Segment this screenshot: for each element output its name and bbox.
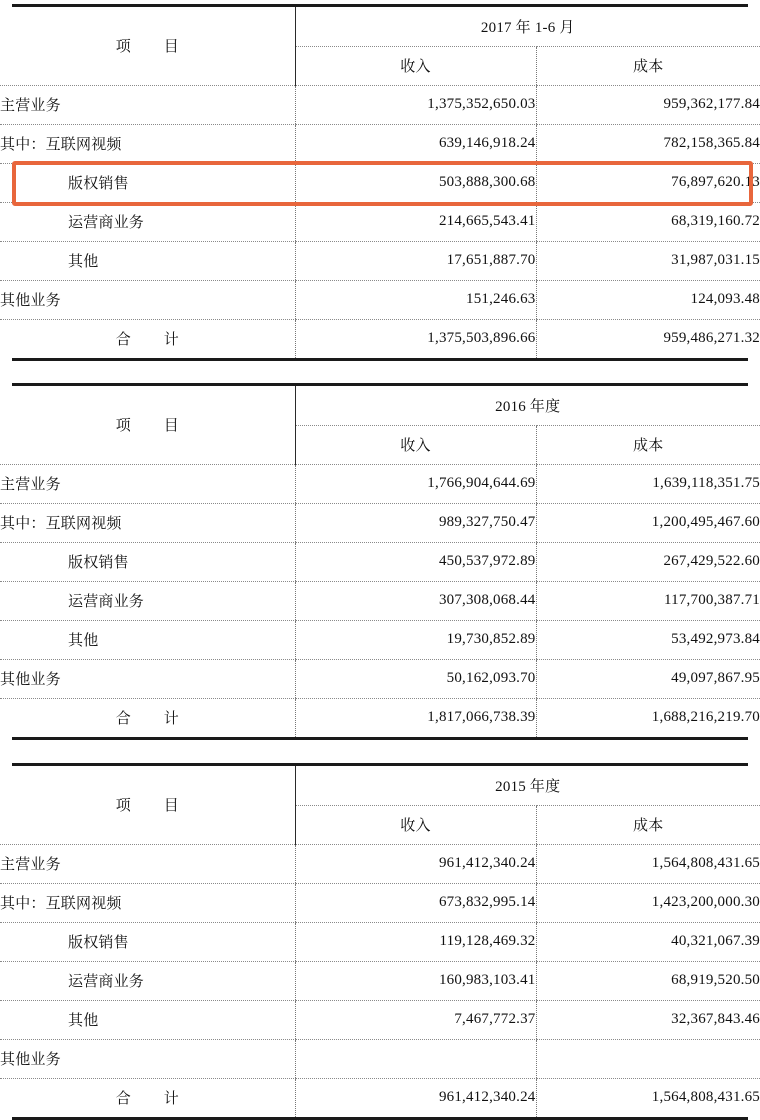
row-label: 其中：互联网视频 (0, 124, 295, 163)
total-label (0, 319, 295, 358)
row-label: 其他业务 (0, 659, 295, 698)
cell-revenue: 214,665,543.41 (295, 202, 536, 241)
cell-cost: 31,987,031.15 (536, 241, 760, 280)
column-header-item-label: 项 目 (115, 39, 188, 56)
table-bottom-rule (12, 358, 748, 361)
cell-cost: 68,319,160.72 (536, 202, 760, 241)
row-label: 版权销售 (0, 542, 295, 581)
row-label: 其他 (0, 241, 295, 280)
column-header-item (0, 386, 295, 464)
cell-revenue: 7,467,772.37 (295, 1000, 536, 1039)
cell-cost: 117,700,387.71 (536, 581, 760, 620)
cell-cost: 267,429,522.60 (536, 542, 760, 581)
cell-revenue: 503,888,300.68 (295, 163, 536, 202)
table-row (0, 620, 760, 659)
cell-cost: 959,362,177.84 (536, 85, 760, 124)
cell-cost: 1,564,808,431.65 (536, 844, 760, 883)
row-label: 运营商业务 (0, 581, 295, 620)
table-row (0, 503, 760, 542)
header-row-period (0, 7, 760, 46)
table-row (0, 883, 760, 922)
header-row-period (0, 766, 760, 805)
cell-revenue: 1,766,904,644.69 (295, 464, 536, 503)
row-label: 主营业务 (0, 464, 295, 503)
table-row (0, 581, 760, 620)
table-2015 (0, 766, 760, 1117)
column-header-period: 2015 年度 (295, 766, 760, 805)
cell-cost: 53,492,973.84 (536, 620, 760, 659)
cell-cost: 1,423,200,000.30 (536, 883, 760, 922)
column-header-revenue: 收入 (295, 805, 536, 844)
column-header-item-label: 项 目 (115, 418, 188, 435)
cell-cost: 1,200,495,467.60 (536, 503, 760, 542)
cell-cost: 68,919,520.50 (536, 961, 760, 1000)
row-label: 运营商业务 (0, 961, 295, 1000)
row-label: 其他业务 (0, 280, 295, 319)
cell-revenue: 961,412,340.24 (295, 844, 536, 883)
table-row (0, 163, 760, 202)
cell-cost: 124,093.48 (536, 280, 760, 319)
table-row (0, 659, 760, 698)
column-header-period: 2016 年度 (295, 386, 760, 425)
column-header-revenue: 收入 (295, 46, 536, 85)
row-label: 主营业务 (0, 85, 295, 124)
cell-revenue: 673,832,995.14 (295, 883, 536, 922)
table-total-row (0, 698, 760, 737)
cell-revenue: 989,327,750.47 (295, 503, 536, 542)
table-row (0, 85, 760, 124)
total-revenue: 1,375,503,896.66 (295, 319, 536, 358)
cell-revenue: 19,730,852.89 (295, 620, 536, 659)
total-label (0, 1078, 295, 1117)
row-label: 运营商业务 (0, 202, 295, 241)
column-header-cost: 成本 (536, 46, 760, 85)
row-label: 版权销售 (0, 922, 295, 961)
total-revenue: 1,817,066,738.39 (295, 698, 536, 737)
cell-cost: 32,367,843.46 (536, 1000, 760, 1039)
cell-revenue: 119,128,469.32 (295, 922, 536, 961)
cell-cost: 49,097,867.95 (536, 659, 760, 698)
cell-revenue: 639,146,918.24 (295, 124, 536, 163)
cell-revenue: 50,162,093.70 (295, 659, 536, 698)
table-row (0, 1039, 760, 1078)
table-row (0, 922, 760, 961)
table-bottom-rule (12, 737, 748, 740)
table-row (0, 124, 760, 163)
row-label: 其中：互联网视频 (0, 503, 295, 542)
total-cost: 1,688,216,219.70 (536, 698, 760, 737)
table-row (0, 202, 760, 241)
row-label: 其他 (0, 620, 295, 659)
table-row (0, 280, 760, 319)
table-total-row (0, 1078, 760, 1117)
table-total-row (0, 319, 760, 358)
cell-revenue: 1,375,352,650.03 (295, 85, 536, 124)
cell-revenue (295, 1039, 536, 1078)
table-row (0, 464, 760, 503)
table-row (0, 1000, 760, 1039)
column-header-cost: 成本 (536, 425, 760, 464)
column-header-item (0, 7, 295, 85)
cell-cost: 40,321,067.39 (536, 922, 760, 961)
table-row (0, 844, 760, 883)
row-label: 其他业务 (0, 1039, 295, 1078)
row-label: 版权销售 (0, 163, 295, 202)
row-label: 其中：互联网视频 (0, 883, 295, 922)
table-row (0, 961, 760, 1000)
column-header-item (0, 766, 295, 844)
total-label (0, 698, 295, 737)
row-label: 主营业务 (0, 844, 295, 883)
cell-revenue: 151,246.63 (295, 280, 536, 319)
column-header-item-label: 项 目 (115, 798, 188, 815)
table-row (0, 241, 760, 280)
total-revenue: 961,412,340.24 (295, 1078, 536, 1117)
total-label-text: 合 计 (115, 1091, 188, 1108)
column-header-revenue: 收入 (295, 425, 536, 464)
cell-cost: 76,897,620.13 (536, 163, 760, 202)
column-header-period: 2017 年 1-6 月 (295, 7, 760, 46)
table-row (0, 542, 760, 581)
cell-revenue: 307,308,068.44 (295, 581, 536, 620)
table-2016 (0, 386, 760, 737)
total-label-text: 合 计 (115, 711, 188, 728)
cell-cost: 782,158,365.84 (536, 124, 760, 163)
table-2017-h1 (0, 7, 760, 358)
cell-revenue: 160,983,103.41 (295, 961, 536, 1000)
header-row-period (0, 386, 760, 425)
cell-cost: 1,639,118,351.75 (536, 464, 760, 503)
cell-cost (536, 1039, 760, 1078)
cell-revenue: 450,537,972.89 (295, 542, 536, 581)
total-cost: 959,486,271.32 (536, 319, 760, 358)
row-label: 其他 (0, 1000, 295, 1039)
cell-revenue: 17,651,887.70 (295, 241, 536, 280)
total-label-text: 合 计 (115, 332, 188, 349)
column-header-cost: 成本 (536, 805, 760, 844)
total-cost: 1,564,808,431.65 (536, 1078, 760, 1117)
